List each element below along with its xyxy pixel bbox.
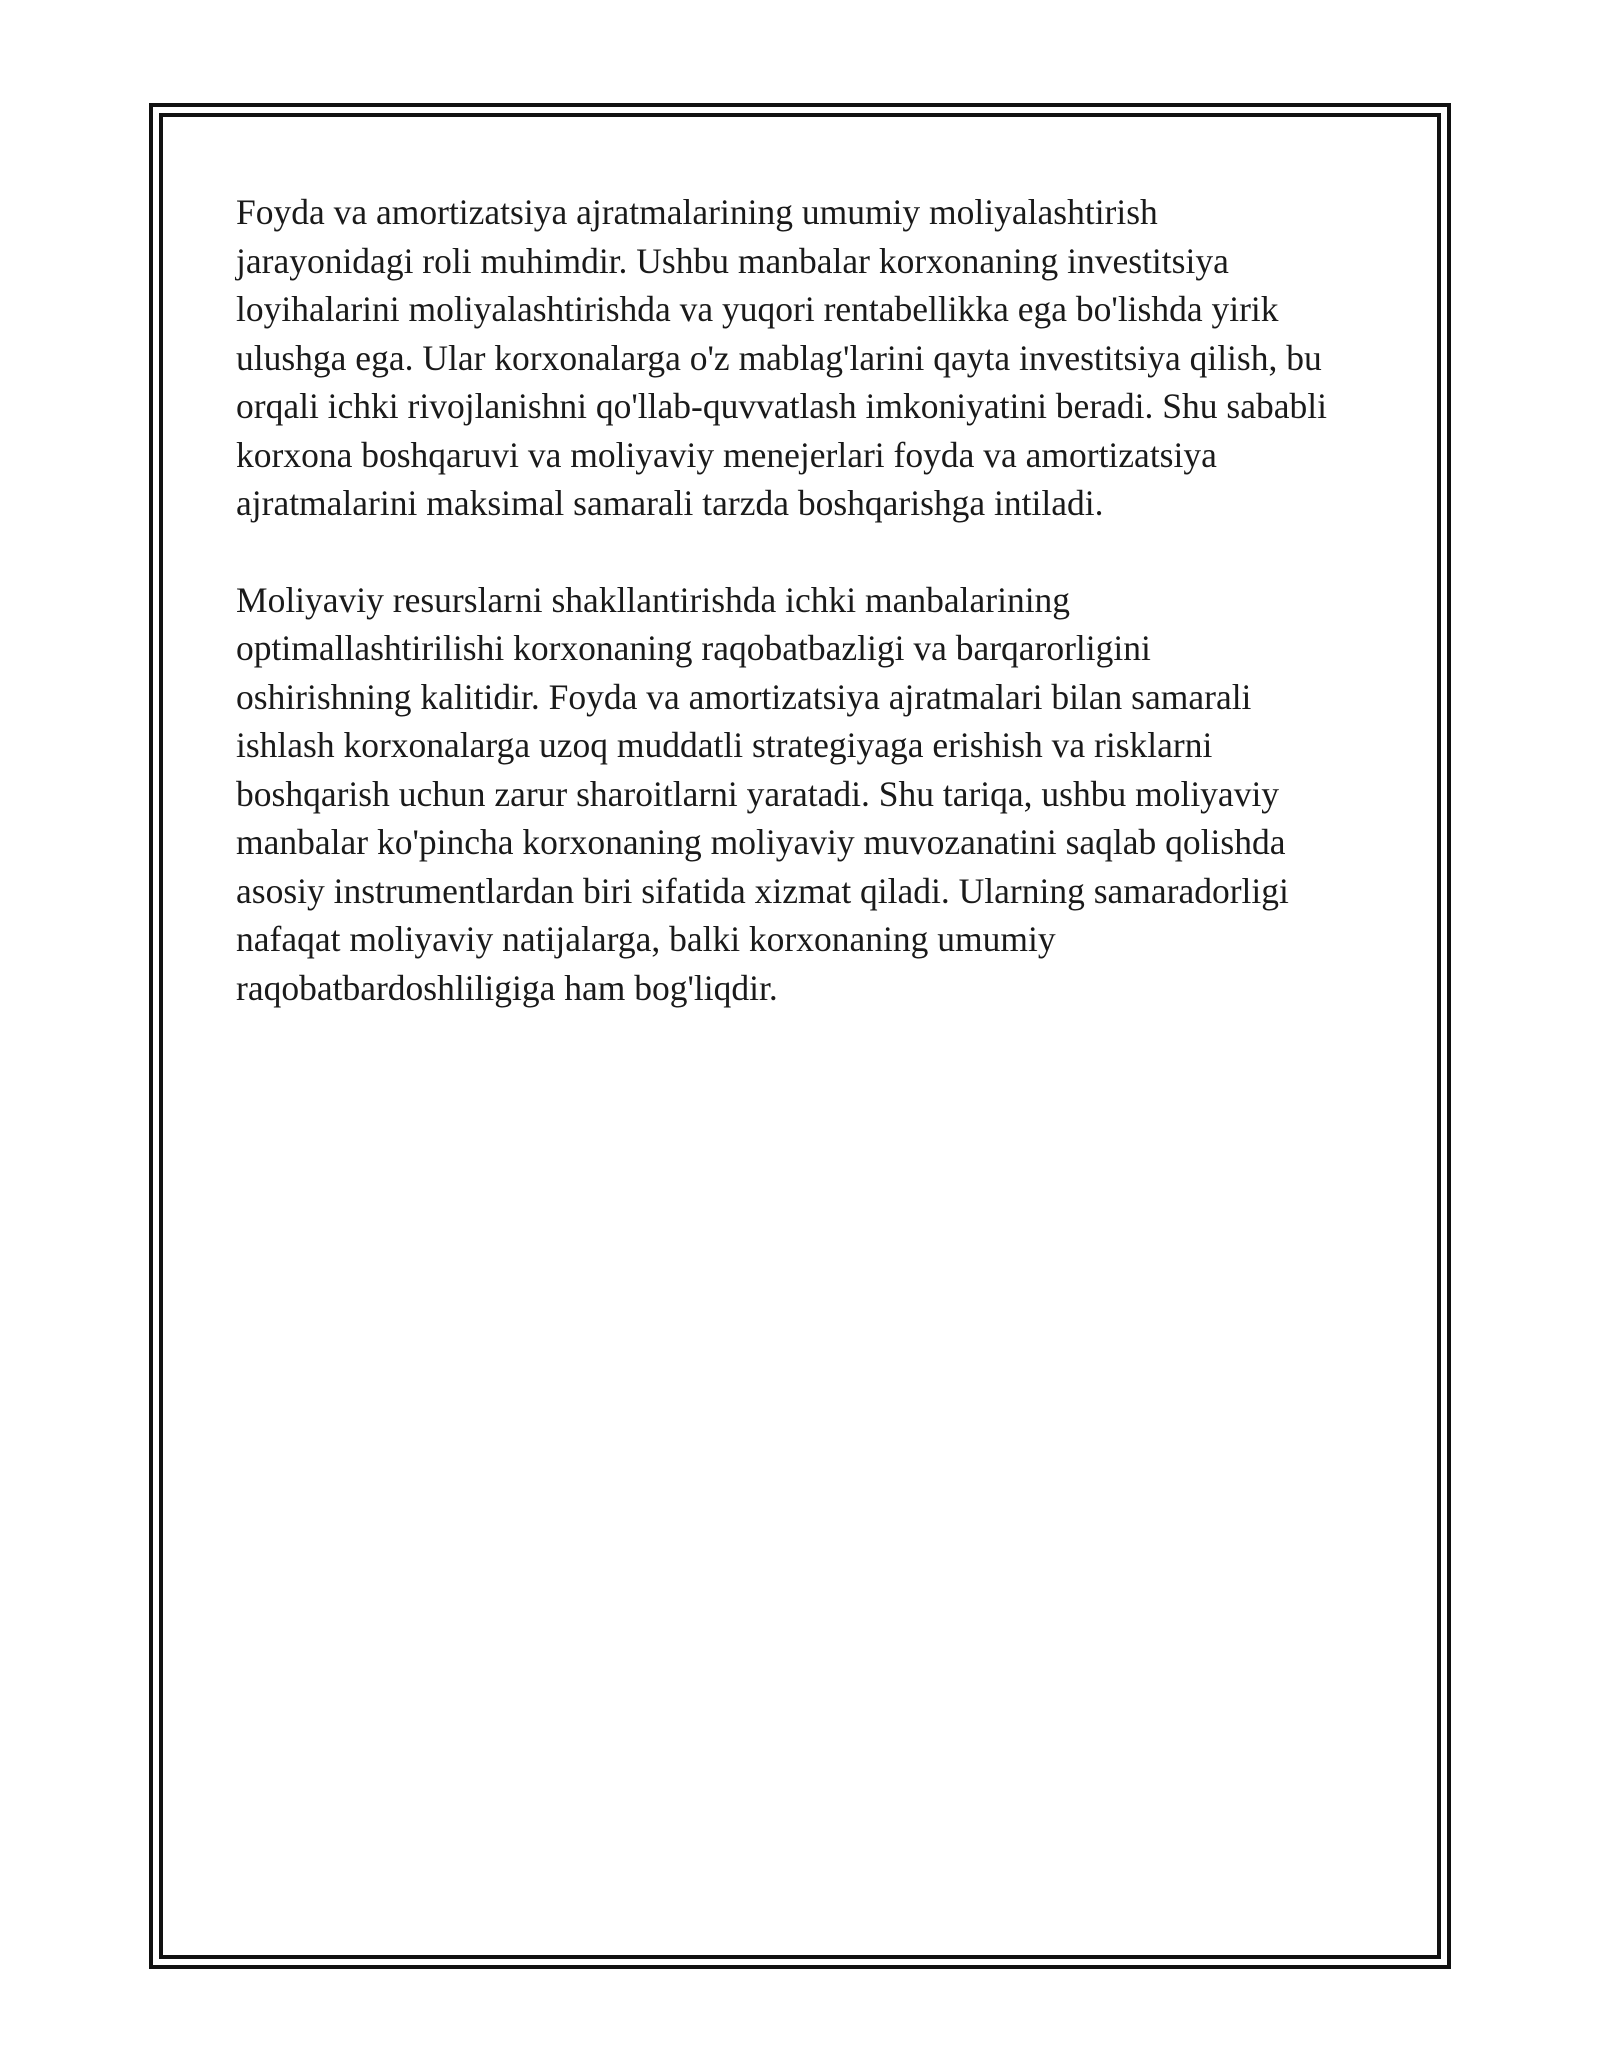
text-line: asosiy instrumentlardan biri sifatida xizmat qiladi. Ularning samaradorligi: [236, 870, 1289, 911]
text-line: oshirishning kalitidir. Foyda va amortizatsiya ajratmalari bilan samarali: [236, 676, 1252, 717]
text-line: boshqarish uchun zarur sharoitlarni yaratadi. Shu tariqa, ushbu moliyaviy: [236, 773, 1280, 814]
text-line: jarayonidagi roli muhimdir. Ushbu manbalar korxonaning investitsiya: [236, 240, 1229, 281]
text-line: Foyda va amortizatsiya ajratmalarining umumiy moliyalashtirish: [236, 192, 1158, 232]
text-line: raqobatbardoshliligiga ham bog'liqdir.: [236, 967, 778, 1008]
text-line: ajratmalarini maksimal samarali tarzda boshqarishga intiladi.: [236, 483, 1104, 523]
text-line: ishlash korxonalarga uzoq muddatli strategiyaga erishish va risklarni: [236, 725, 1213, 765]
text-line: korxona boshqaruvi va moliyaviy menejerlari foyda va amortizatsiya: [236, 434, 1217, 475]
text-line: Moliyaviy resurslarni shakllantirishda ichki manbalarining: [236, 579, 1071, 620]
text-line: ulushga ega. Ular korxonalarga o'z mablag'larini qayta investitsiya qilish, bu: [236, 337, 1322, 378]
text-line: nafaqat moliyaviy natijalarga, balki korxonaning umumiy: [236, 919, 1056, 959]
text-line: manbalar ko'pincha korxonaning moliyaviy muvozanatini saqlab qolishda: [236, 822, 1286, 862]
document-body: [236, 188, 1386, 1060]
text-line: orqali ichki rivojlanishni qo'llab-quvvatlash imkoniyatini beradi. Shu sababli: [236, 386, 1327, 426]
text-line: optimallashtirilishi korxonaning raqobatbazligi va barqarorligini: [236, 628, 1151, 668]
text-line: loyihalarini moliyalashtirishda va yuqori rentabellikka ega bo'lishda yirik: [236, 289, 1279, 329]
paragraph-2: [236, 576, 1386, 1013]
paragraph-1: [236, 188, 1386, 528]
